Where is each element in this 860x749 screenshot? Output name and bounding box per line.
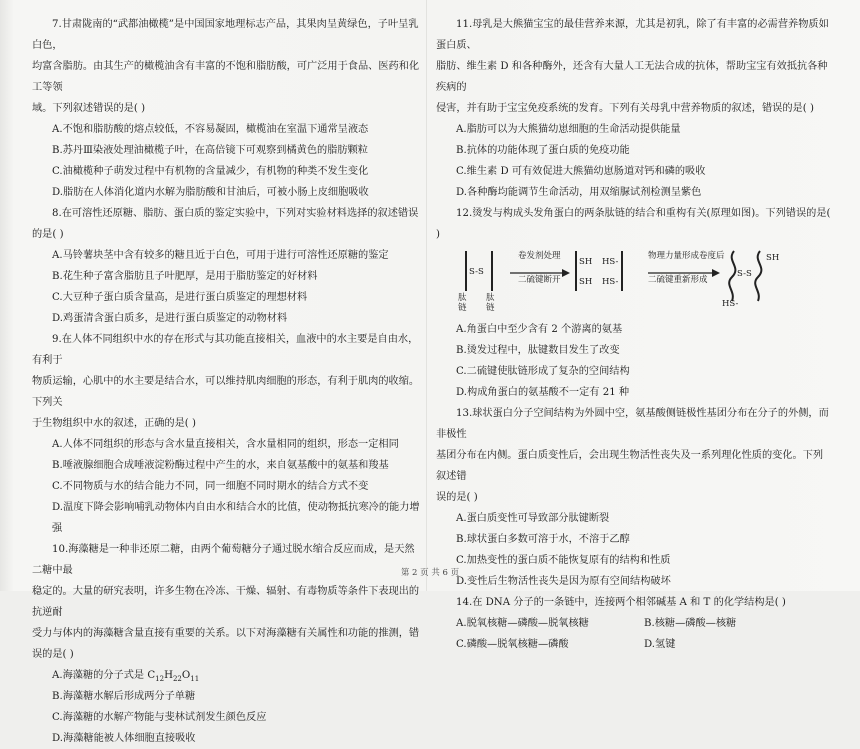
q13-option-b: B.球状蛋白多数可溶于水，不溶于乙醇 <box>456 534 630 545</box>
page-fold <box>426 0 427 591</box>
fig-hs-c: HS- <box>722 299 739 309</box>
fig-step2-line1: 物理力量形成卷度后 <box>648 251 725 261</box>
q13-option-c: C.加热变性的蛋白质不能恢复原有的结构和性质 <box>456 555 671 566</box>
fig-hs-a: HS- <box>602 257 619 267</box>
q11-stem-line1: 11.母乳是大熊猫宝宝的最佳营养来源，尤其是初乳，除了有丰富的必需营养物质如蛋白质、 <box>436 19 829 51</box>
left-column <box>32 14 420 749</box>
q8-option-b: B.花生种子富含脂肪且子叶肥厚，是用于脂肪鉴定的好材料 <box>52 271 318 282</box>
q7-stem-line1: 7.甘肃陇南的“武都油橄榄”是中国国家地理标志产品，其果肉呈黄绿色，子叶呈乳白色， <box>32 19 419 51</box>
q11-option-b: B.抗体的功能体现了蛋白质的免疫功能 <box>456 145 630 156</box>
q9-stem-line1: 9.在人体不同组织中水的存在形式与其功能直接相关，血液中的水主要是自由水，有利于 <box>32 334 419 366</box>
q12-perm-diagram <box>436 247 832 313</box>
fig-chain-label-1b: 链 <box>458 303 467 313</box>
q10-a-sub-c: 12 <box>155 675 165 684</box>
q14-option-c: C.磷酸—脱氧核糖—磷酸 <box>456 639 569 650</box>
fig-step1-line1: 卷发剂处理 <box>518 251 561 261</box>
fig-step2-line2: 二硫键重新形成 <box>648 275 708 285</box>
q11-option-d: D.各种酶均能调节生命活动，用双缩脲试剂检测呈紫色 <box>456 187 702 198</box>
arrow-2-head <box>712 269 720 277</box>
fig-step1-line2: 二硫键断开 <box>518 275 561 285</box>
q10-stem-line2: 稳定的。大量的研究表明，许多生物在冷冻、干燥、辐射、有毒物质等条件下表现出的抗逆耐 <box>32 586 420 618</box>
q12-stem: 12.烫发与构成头发角蛋白的两条肽链的结合和重构有关(原理如图)。下列错误的是( ) <box>436 208 831 240</box>
question-9 <box>32 329 420 539</box>
q9-stem-line3: 于生物组织中水的叙述，正确的是( ) <box>32 418 196 429</box>
fig-chain-label-1: 肽 <box>458 293 467 303</box>
q8-option-d: D.鸡蛋清含蛋白质多，是进行蛋白质鉴定的动物材料 <box>52 313 288 324</box>
q10-option-b: B.海藻糖水解后形成两分子单糖 <box>52 691 196 702</box>
q7-option-a: A.不饱和脂肪酸的熔点较低，不容易凝固，橄榄油在室温下通常呈液态 <box>52 124 369 135</box>
q10-option-d: D.海藻糖能被人体细胞直接吸收 <box>52 733 196 744</box>
q9-option-b: B.唾液腺细胞合成唾液淀粉酶过程中产生的水，来自氨基酸中的氨基和羧基 <box>52 460 389 471</box>
q9-option-a: A.人体不同组织的形态与含水量直接相关，含水量相同的组织，形态一定相同 <box>52 439 399 450</box>
q12-option-c: C.二硫键使肽链形成了复杂的空间结构 <box>456 366 630 377</box>
q8-stem: 8.在可溶性还原糖、脂肪、蛋白质的鉴定实验中，下列对实验材料选择的叙述错误的是( ) <box>32 208 419 240</box>
q13-stem-line2: 基团分布在内侧。蛋白质变性后，会出现生物活性丧失及一系列理化性质的变化。下列叙述错 <box>436 450 824 482</box>
arrow-1-head <box>562 269 570 277</box>
fig-sh-a: SH <box>579 257 593 267</box>
q10-option-a <box>32 665 420 686</box>
question-12 <box>436 203 832 403</box>
fig-chain-label-2b: 链 <box>486 303 495 313</box>
q7-stem-line3: 域。下列叙述错误的是( ) <box>32 103 146 114</box>
q11-stem-line3: 侵害，并有助于宝宝免疫系统的发育。下列有关母乳中营养物质的叙述，错误的是( ) <box>436 103 814 114</box>
q9-option-c: C.不同物质与水的结合能力不同，同一细胞不同时期水的结合方式不变 <box>52 481 369 492</box>
fig-hs-b: HS- <box>602 277 619 287</box>
question-13 <box>436 403 832 592</box>
q10-a-sub-o: 11 <box>190 675 200 684</box>
q7-option-b: B.苏丹Ⅲ染液处理油橄榄子叶，在高倍镜下可观察到橘黄色的脂肪颗粒 <box>52 145 368 156</box>
q9-option-d: D.温度下降会影响哺乳动物体内自由水和结合水的比值，使动物抵抗寒冷的能力增强 <box>52 502 420 534</box>
right-column <box>436 14 832 655</box>
q13-option-a: A.蛋白质变性可导致部分肽键断裂 <box>456 513 610 524</box>
q11-stem-line2: 脂肪、维生素 D 和各种酶外，还含有大量人工无法合成的抗体，帮助宝宝有效抵抗各种疾病的 <box>436 61 828 93</box>
q8-option-a: A.马铃薯块茎中含有较多的糖且近于白色，可用于进行可溶性还原糖的鉴定 <box>52 250 389 261</box>
q12-option-a: A.角蛋白中至少含有 2 个游离的氨基 <box>456 324 623 335</box>
q10-stem-line3: 受力与体内的海藻糖含量直接有重要的关系。以下对海藻糖有关属性和功能的推测，错误的是( ) <box>32 628 420 660</box>
fig-chain-label-2: 肽 <box>486 293 495 303</box>
q14-options-row2 <box>436 634 832 655</box>
q11-option-c: C.维生素 D 可有效促进大熊猫幼崽肠道对钙和磷的吸收 <box>456 166 706 177</box>
q12-option-d: D.构成角蛋白的氨基酸不一定有 21 种 <box>456 387 630 398</box>
fig-sh-c: SH <box>766 253 780 263</box>
q7-stem-line2: 均富含脂肪。由其生产的橄榄油含有丰富的不饱和脂肪酸，可广泛用于食品、医药和化工等领 <box>32 61 420 93</box>
q13-stem-line3: 误的是( ) <box>436 492 478 503</box>
q12-option-b: B.烫发过程中，肽键数目发生了改变 <box>456 345 620 356</box>
q13-stem-line1: 13.球状蛋白分子空间结构为外圆中空，氨基酸侧链极性基团分布在分子的外侧，而非极性 <box>436 408 829 440</box>
q10-a-h: H <box>164 670 173 681</box>
q11-option-a: A.脂肪可以为大熊猫幼崽细胞的生命活动提供能量 <box>456 124 681 135</box>
q10-stem-line1: 10.海藻糖是一种非还原二糖，由两个葡萄糖分子通过脱水缩合反应而成，是天然二糖中最 <box>32 544 415 576</box>
q10-a-prefix: A.海藻糖的分子式是 C <box>52 670 156 681</box>
q14-stem: 14.在 DNA 分子的一条链中，连接两个相邻碱基 A 和 T 的化学结构是( ) <box>456 597 786 608</box>
fig-sh-b: SH <box>579 277 593 287</box>
question-11 <box>436 14 832 203</box>
q7-option-c: C.油橄榄种子萌发过程中有机物的含量减少，有机物的种类不发生变化 <box>52 166 369 177</box>
question-14 <box>436 592 832 655</box>
q8-option-c: C.大豆种子蛋白质含量高，是进行蛋白质鉴定的理想材料 <box>52 292 308 303</box>
q13-option-d: D.变性后生物活性丧失是因为原有空间结构破坏 <box>456 576 671 587</box>
page-footer: 第 2 页 共 6 页 <box>400 568 460 578</box>
q14-option-d: D.氢键 <box>644 639 676 650</box>
q14-option-b: B.核糖—磷酸—核糖 <box>644 618 737 629</box>
curled-chain-right <box>755 251 761 301</box>
q9-stem-line2: 物质运输，心肌中的水主要是结合水，可以维持肌肉细胞的形态，有利于肌肉的收缩。下列关 <box>32 376 420 408</box>
q14-option-a: A.脱氧核糖—磷酸—脱氧核糖 <box>456 618 589 629</box>
fig-ss-bond-1: S-S <box>469 267 484 277</box>
q10-a-sub-h: 22 <box>172 675 182 684</box>
question-7 <box>32 14 420 203</box>
q14-options-row1 <box>436 613 832 634</box>
q7-option-d: D.脂肪在人体消化道内水解为脂肪酸和甘油后，可被小肠上皮细胞吸收 <box>52 187 369 198</box>
curled-chain-left <box>729 251 735 301</box>
q10-option-c: C.海藻糖的水解产物能与斐林试剂发生颜色反应 <box>52 712 267 723</box>
q10-a-o: O <box>181 670 191 681</box>
fig-ss-bond-2: S-S <box>737 269 752 279</box>
question-8 <box>32 203 420 329</box>
